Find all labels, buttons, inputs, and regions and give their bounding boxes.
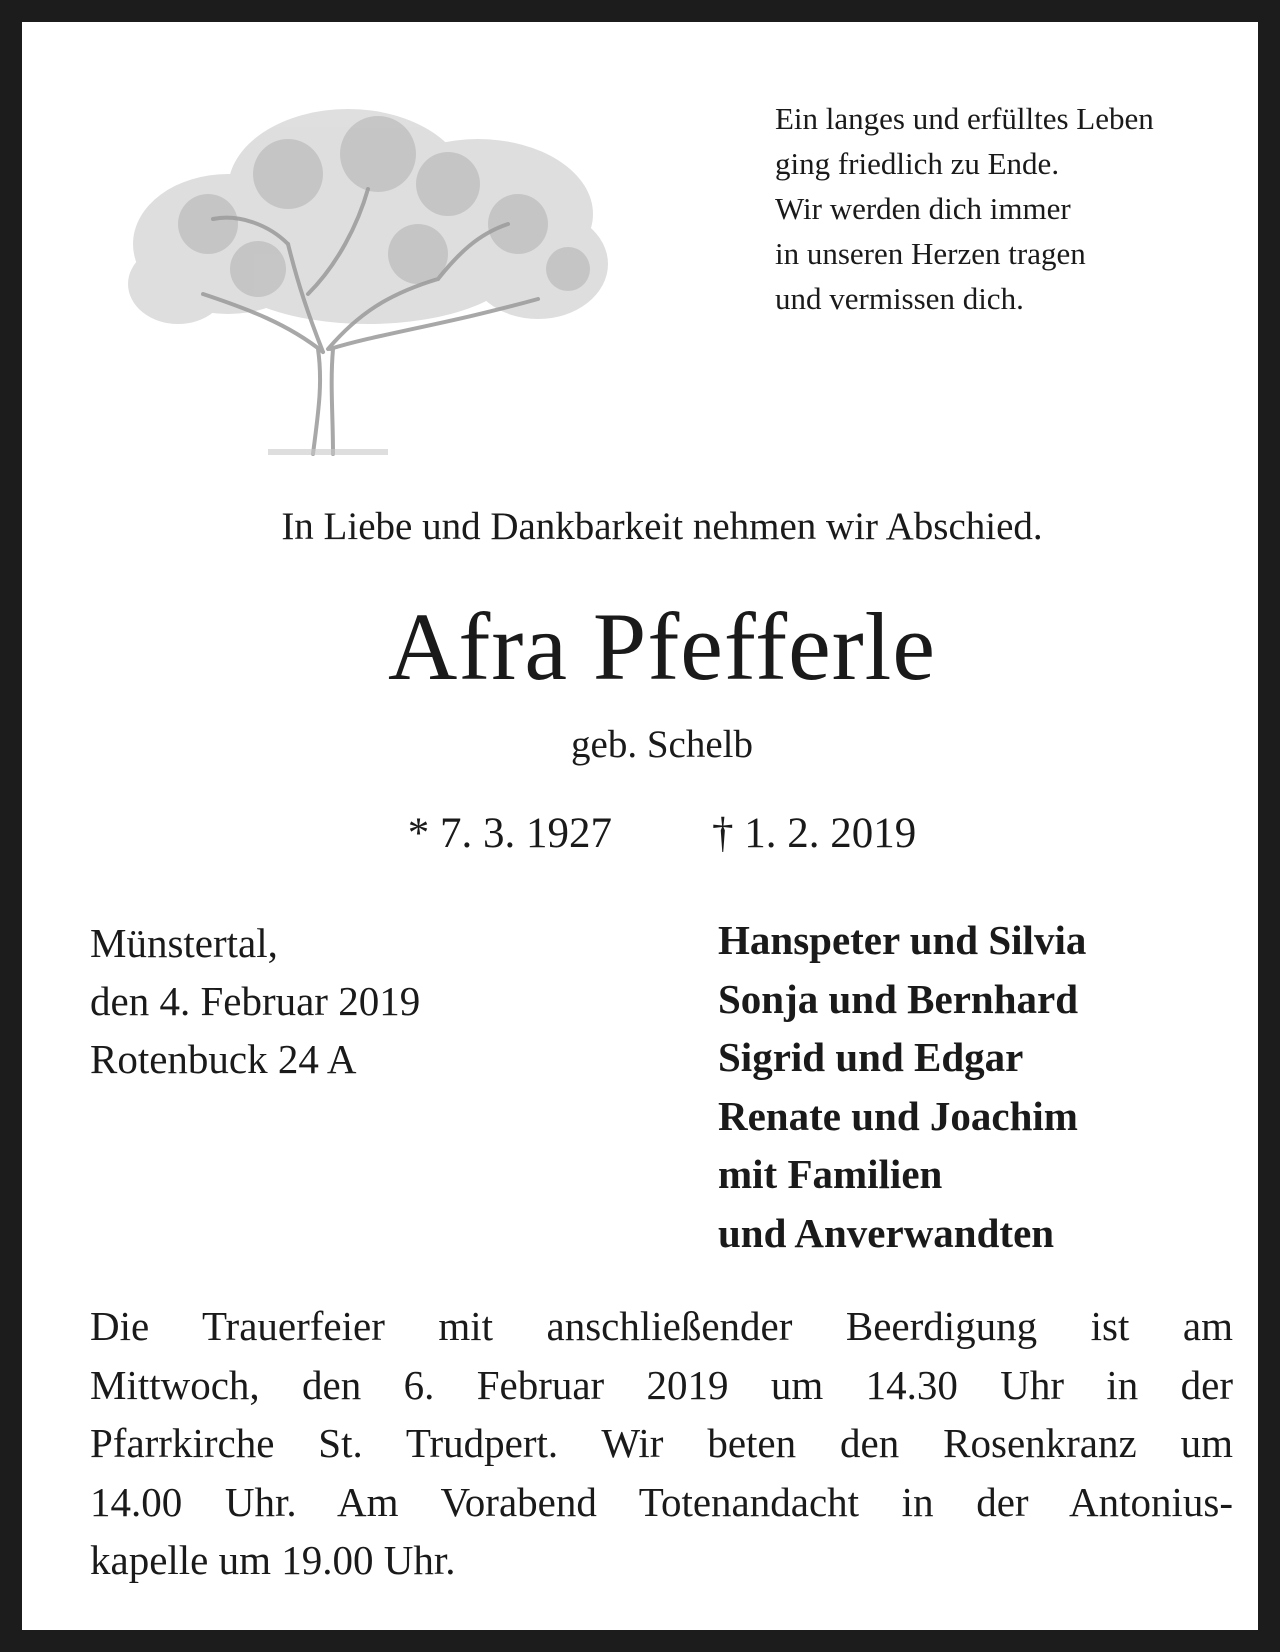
place-and-date [90,914,420,1088]
maiden-name: geb. Schelb [571,723,753,766]
poem-line: Ein langes und erfülltes Leben [775,101,1154,136]
poem-line: in unseren Herzen tragen [775,236,1086,271]
service-announcement [90,1297,1233,1590]
service-line: Mittwoch, den 6. Februar 2019 um 14.30 Uhr in der [90,1361,1233,1408]
service-line: Pfarrkirche St. Trudpert. Wir beten den Rosenkranz um [90,1420,1233,1466]
birth-date: * 7. 3. 1927 [407,810,612,857]
mourner-line: mit Familien [718,1151,943,1197]
mourner-line: und Anverwandten [718,1209,1055,1256]
mourner-line: Sonja und Bernhard [718,975,1079,1022]
place-line: Münstertal, [90,920,278,966]
farewell-text: In Liebe und Dankbarkeit nehmen wir Abschied. [281,505,1043,548]
service-line: 14.00 Uhr. Am Vorabend Totenandacht in der Antonius- [90,1478,1233,1525]
life-dates [22,807,1280,861]
poem-line: ging friedlich zu Ende. [775,146,1060,181]
poem-block [775,96,1245,321]
place-line: Rotenbuck 24 A [90,1036,357,1082]
mourner-line: Renate und Joachim [718,1092,1078,1139]
service-line: Die Trauerfeier mit anschließender Beerdigung ist am [90,1303,1233,1349]
deceased-name: Afra Pfefferle [388,593,936,700]
mourners-list [718,911,1086,1262]
poem-line: und vermissen dich. [775,281,1024,316]
mourner-line: Hanspeter und Silvia [718,917,1087,963]
place-line: den 4. Februar 2019 [90,978,421,1024]
death-date: † 1. 2. 2019 [712,810,917,857]
poem-line: Wir werden dich immer [775,191,1071,226]
tree-illustration-icon [118,94,618,464]
service-line: kapelle um 19.00 Uhr. [90,1537,456,1583]
mourner-line: Sigrid und Edgar [718,1034,1024,1080]
